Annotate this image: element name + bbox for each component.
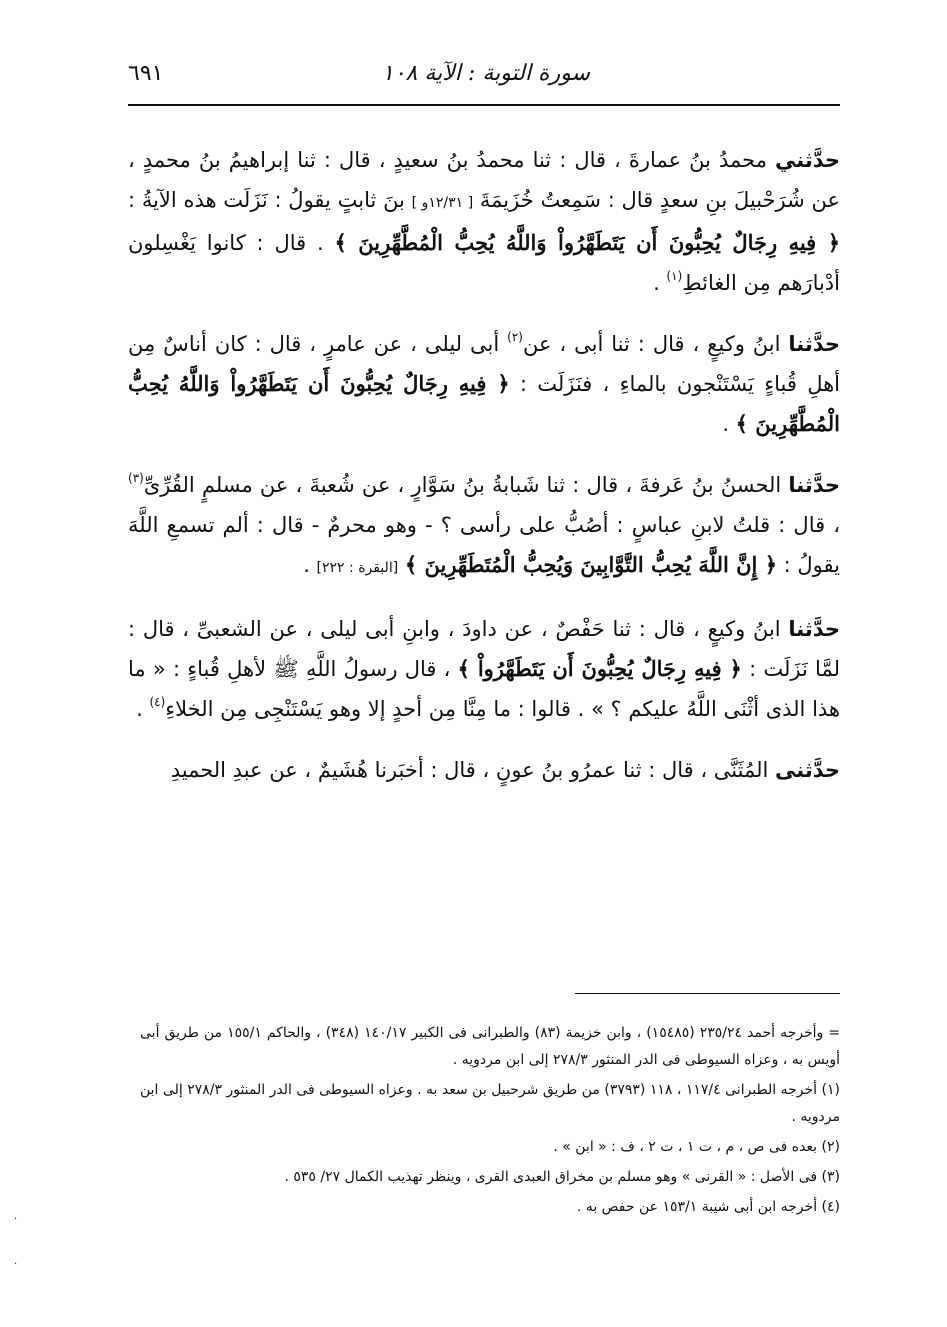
paragraph-text: الحسنُ بنُ عَرفةَ ، قال : ثنا شَبابةُ بنُ سَوَّارٍ ، عن شُعبةَ ، عن مسلمٍ القُرِّىِّ [143, 473, 789, 497]
paragraph-text: . [653, 271, 667, 295]
paragraph-text: ابنُ وكيعٍ ، قال : ثنا حَفْصٌ ، عن داودَ ، وابنِ أبى ليلى ، عن الشعبىِّ ، قال : لمَّا نَزَلَت : [128, 617, 840, 681]
surah-reference: [البقرة : ٢٢٢] [316, 560, 399, 576]
footnote-marker[interactable]: (١) [666, 269, 683, 283]
footnote-1: (١) أخرجه الطبرانى ١١٧/٤ ، ١١٨ (٣٧٩٣) من طريق شرحبيل بن سعد به . وعزاه السيوطى فى الدر المنثور ٢٧٨/٣ إلى ابن مردويه . [140, 1082, 840, 1125]
manuscript-reference: [ ١٢/٣١و ] [411, 195, 474, 211]
page-number: ٦٩١ [128, 61, 164, 86]
paragraph-text: ابنُ وكيعٍ ، قال : ثنا أبى ، عن [522, 332, 789, 356]
paragraph-text: . قال : كانوا يَغْسِلون أدْبارَهم مِن الغائطِ [128, 231, 840, 295]
paragraph-text: محمدُ بنُ عمارةَ ، قال : ثنا محمدُ بنُ سعيدٍ ، قال : ثنا إبراهيمُ بنُ محمدٍ ، عن شُرَحْبيلَ بنِ سعدٍ قال : سَمِعتُ خُزَيمَةَ [128, 148, 840, 212]
paragraph-lead: حدَّثني [775, 148, 840, 172]
footnote-3: (٣) فى الأصل : « القرنى » وهو مسلم بن مخراق العبدى القرى ، وينظر تهذيب الكمال ٢٧/ ٥٣٥ . [284, 1169, 840, 1185]
footnotes [140, 1020, 840, 1224]
paragraph-lead: حدَّثنا [788, 473, 840, 497]
footnote-4: (٤) أخرجه ابن أبى شيبة ١٥٣/١ عن حفص به . [576, 1199, 840, 1215]
footnote-2: (٢) بعده فى ص ، م ، ت ١ ، ت ٢ ، ف : « ابن » . [553, 1139, 840, 1155]
paragraph-text: بنَ ثابتٍ يقولُ : نَزَلَت هذه الآيةُ : [128, 188, 412, 212]
paragraph-text: أبى ليلى ، عن عامرٍ ، قال : كان أناسٌ مِن أهلِ قُباءٍ يَسْتَنْجون بالماءِ ، فنَزَلَت : [128, 332, 841, 396]
quran-verse: ﴿ فِيهِ رِجَالٌ يُحِبُّونَ أَن يَتَطَهَّرُواْ وَاللَّهُ يُحِبُّ الْمُطَّهِّرِينَ ﴾ [334, 230, 840, 255]
paragraph-text: ، قال رسولُ اللَّهِ ﷺ لأهلِ قُباءٍ : « ما هذا الذى أثْنَى اللَّهُ عليكم ؟ » . قالوا : ما مِنَّا مِن أحدٍ إلا وهو يَسْتَنْجِى مِن الخلاءِ [128, 657, 840, 721]
scan-margin-mark: · [14, 1259, 18, 1270]
paragraph-text: . [303, 553, 317, 577]
running-header [128, 58, 840, 94]
paragraph-text: . [136, 697, 150, 721]
footnote-marker[interactable]: (٢) [507, 330, 523, 344]
paragraph-lead: حدَّثنى [775, 758, 840, 782]
footnote-continued: = وأخرجه أحمد ٢٣٥/٢٤ (١٥٤٨٥) ، وابن خزيمة (٨٣) والطبرانى فى الكبير ١٤٠/١٧ (٣٤٨) ، والحاكم ١٥٥/١ من طريق أبى أويس به ، وعزاه السيوطى فى الدر المنثور ٢٧٨/٣ إلى ابن مردويه . [140, 1025, 840, 1068]
paragraph-lead: حدَّثنا [788, 617, 840, 641]
footnote-rule [575, 993, 840, 994]
paragraph-text: . [722, 412, 736, 436]
main-text [128, 140, 840, 811]
footnote-marker[interactable]: (٣) [128, 471, 144, 485]
paragraph-text: المُثَنَّى ، قال : ثنا عمرُو بنُ عونٍ ، قال : أخبَرنا هُشَيمٌ ، عن عبدِ الحميدِ [170, 758, 776, 782]
paragraph-5 [128, 750, 840, 790]
paragraph-text: ، قال : قلتُ لابنِ عباسٍ : أصُبُّ على رأسى ؟ - وهو محرمٌ - قال : ألم تسمعِ اللَّهَ يقولُ : [128, 513, 840, 577]
quran-verse: ﴿ إِنَّ اللَّهَ يُحِبُّ التَّوَّابِينَ وَيُحِبُّ الْمُتَطَهِّرِينَ ﴾ [404, 552, 777, 577]
paragraph-3 [128, 465, 840, 588]
paragraph-1 [128, 140, 840, 303]
footnote-marker[interactable]: (٤) [149, 695, 166, 709]
quran-verse: ﴿ فِيهِ رِجَالٌ يُحِبُّونَ أَن يَتَطَهَّرُواْ وَاللَّهُ يُحِبُّ الْمُطَّهِّرِينَ ﴾ [128, 371, 840, 436]
quran-verse: ﴿ فِيهِ رِجَالٌ يُحِبُّونَ أَن يَتَطَهَّرُواْ ﴾ [457, 656, 742, 681]
header-rule [128, 104, 840, 106]
header-title: سورة التوبة : الآية ١٠٨ [381, 61, 590, 86]
paragraph-2 [128, 324, 840, 444]
paragraph-4 [128, 609, 840, 729]
scan-margin-mark: · [14, 1214, 18, 1225]
paragraph-lead: حدَّثنا [788, 332, 840, 356]
